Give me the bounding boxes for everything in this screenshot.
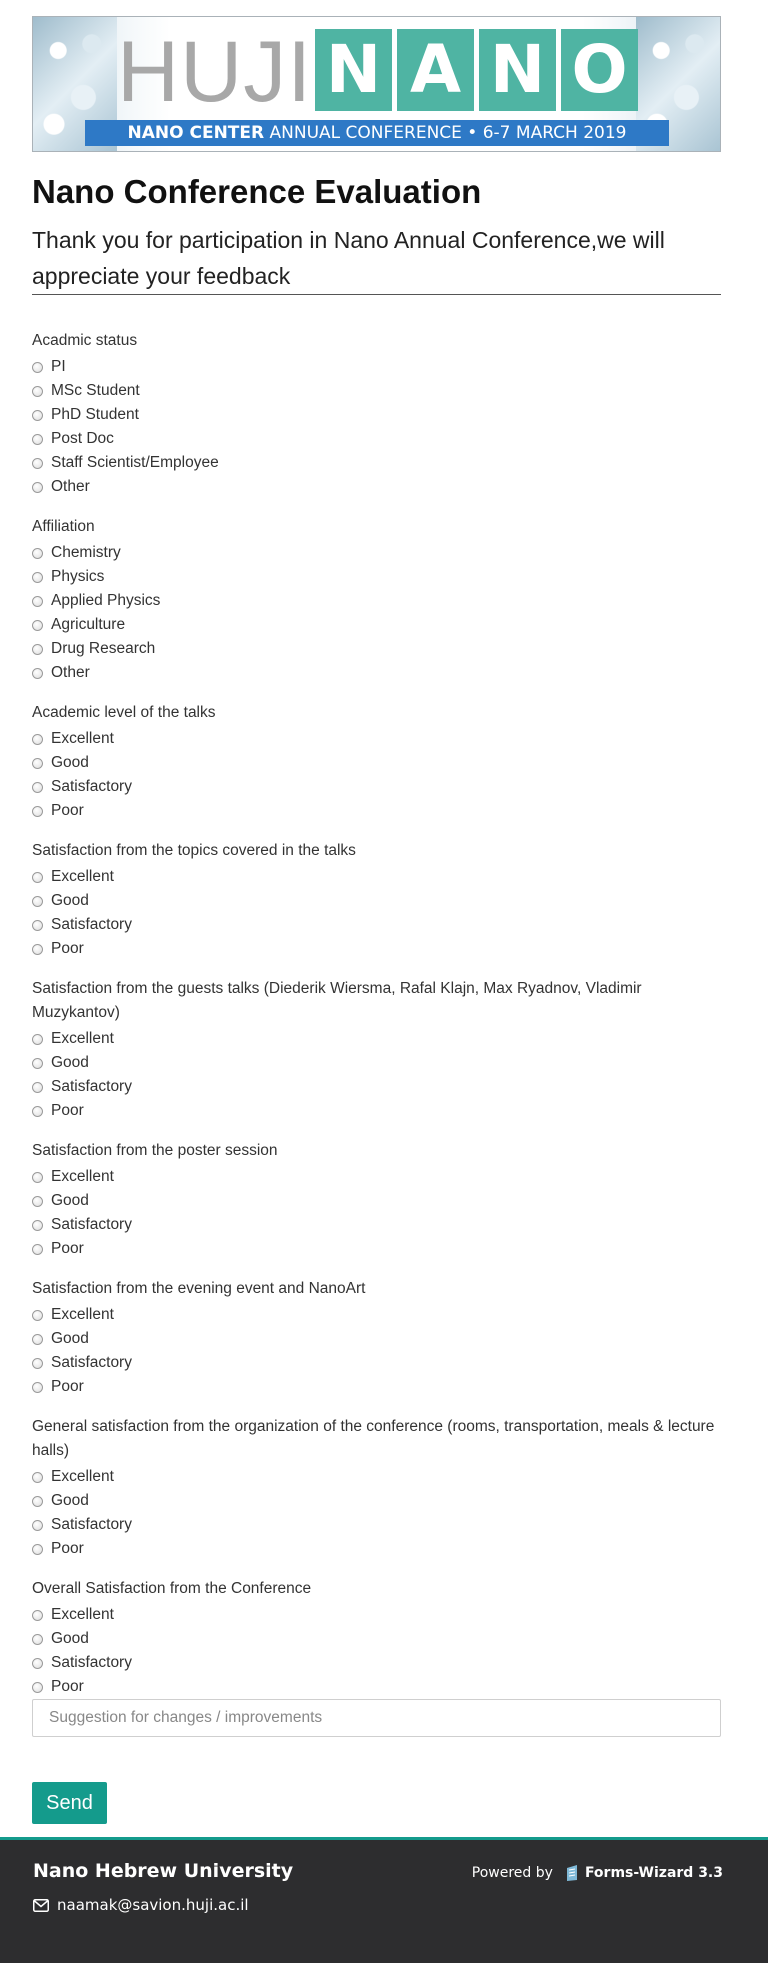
radio-option[interactable] <box>32 1027 721 1051</box>
question-label: Affiliation <box>32 518 95 535</box>
radio-option[interactable] <box>32 1051 721 1075</box>
question-label: Satisfaction from the poster session <box>32 1142 278 1159</box>
radio-option[interactable] <box>32 1351 721 1375</box>
page-subtitle: Thank you for participation in Nano Annual Conference,we will appreciate your feedback <box>32 227 665 289</box>
radio-button[interactable] <box>32 668 43 679</box>
question-label: Satisfaction from the guests talks (Diederik Wiersma, Rafal Klajn, Max Ryadnov, Vladimir Muzykantov) <box>32 980 642 1021</box>
radio-option-label: Satisfactory <box>51 1078 132 1095</box>
question-group <box>32 701 721 823</box>
radio-button[interactable] <box>32 1244 43 1255</box>
question-group <box>32 515 721 685</box>
radio-option[interactable] <box>32 451 721 475</box>
radio-option[interactable] <box>32 727 721 751</box>
radio-option-label: Chemistry <box>51 544 121 561</box>
radio-button[interactable] <box>32 1472 43 1483</box>
radio-option[interactable] <box>32 589 721 613</box>
radio-button[interactable] <box>32 1106 43 1117</box>
radio-option[interactable] <box>32 565 721 589</box>
radio-button[interactable] <box>32 758 43 769</box>
radio-option-label: Good <box>51 1192 89 1209</box>
radio-button[interactable] <box>32 1082 43 1093</box>
radio-button[interactable] <box>32 620 43 631</box>
radio-option[interactable] <box>32 1189 721 1213</box>
radio-button[interactable] <box>32 458 43 469</box>
radio-button[interactable] <box>32 410 43 421</box>
powered-by-label: Powered by <box>471 1865 553 1881</box>
banner-strip-rest: ANNUAL CONFERENCE • 6-7 MARCH 2019 <box>269 123 627 143</box>
radio-button[interactable] <box>32 434 43 445</box>
radio-option[interactable] <box>32 1165 721 1189</box>
radio-button[interactable] <box>32 872 43 883</box>
radio-button[interactable] <box>32 572 43 583</box>
banner-nano-tile: N <box>315 29 392 111</box>
radio-option-label: Post Doc <box>51 430 114 447</box>
radio-option-label: Excellent <box>51 1168 114 1185</box>
radio-option-label: Satisfactory <box>51 916 132 933</box>
radio-option-label: Excellent <box>51 1030 114 1047</box>
radio-option-label: Good <box>51 1492 89 1509</box>
radio-button[interactable] <box>32 734 43 745</box>
radio-button[interactable] <box>32 1520 43 1531</box>
radio-option-label: Satisfactory <box>51 778 132 795</box>
banner-nano-tile: A <box>397 29 474 111</box>
question-label: Acadmic status <box>32 332 138 349</box>
banner-strip-bold: NANO CENTER <box>127 123 265 143</box>
radio-option-label: Excellent <box>51 1606 114 1623</box>
page-title: Nano Conference Evaluation <box>32 173 482 210</box>
radio-option-label: Other <box>51 664 90 681</box>
radio-option-label: Poor <box>51 1540 84 1557</box>
banner-nano-tile: O <box>561 29 638 111</box>
radio-option-label: Excellent <box>51 868 114 885</box>
radio-button[interactable] <box>32 1382 43 1393</box>
radio-option[interactable] <box>32 1303 721 1327</box>
form-container <box>32 16 723 1814</box>
radio-button[interactable] <box>32 362 43 373</box>
radio-option[interactable] <box>32 913 721 937</box>
radio-option-label: Poor <box>51 1102 84 1119</box>
radio-button[interactable] <box>32 596 43 607</box>
question-group <box>32 1577 721 1699</box>
radio-button[interactable] <box>32 1058 43 1069</box>
radio-option[interactable] <box>32 661 721 685</box>
radio-button[interactable] <box>32 1358 43 1369</box>
radio-option[interactable] <box>32 1603 721 1627</box>
radio-button[interactable] <box>32 1496 43 1507</box>
radio-button[interactable] <box>32 1172 43 1183</box>
question-group <box>32 1415 721 1561</box>
radio-option-label: Good <box>51 1330 89 1347</box>
radio-option[interactable] <box>32 1375 721 1399</box>
conference-banner <box>32 16 721 152</box>
radio-option[interactable] <box>32 799 721 823</box>
envelope-icon <box>33 1899 49 1912</box>
radio-option-label: Excellent <box>51 1306 114 1323</box>
radio-option[interactable] <box>32 889 721 913</box>
question-label: Satisfaction from the evening event and NanoArt <box>32 1280 366 1297</box>
radio-option[interactable] <box>32 1675 721 1699</box>
radio-button[interactable] <box>32 482 43 493</box>
question-label: Overall Satisfaction from the Conference <box>32 1580 312 1597</box>
radio-option-label: Good <box>51 754 89 771</box>
radio-option[interactable] <box>32 1213 721 1237</box>
question-label: Satisfaction from the topics covered in the talks <box>32 842 356 859</box>
radio-option-label: Satisfactory <box>51 1216 132 1233</box>
radio-option-label: Good <box>51 892 89 909</box>
footer-org-name: Nano Hebrew University <box>33 1860 294 1882</box>
radio-option[interactable] <box>32 1465 721 1489</box>
send-button[interactable]: Send <box>32 1782 107 1824</box>
radio-option[interactable] <box>32 541 721 565</box>
radio-option-label: Satisfactory <box>51 1654 132 1671</box>
radio-option-label: Poor <box>51 802 84 819</box>
radio-option[interactable] <box>32 637 721 661</box>
radio-option[interactable] <box>32 403 721 427</box>
radio-option-label: Satisfactory <box>51 1516 132 1533</box>
radio-option[interactable] <box>32 937 721 961</box>
radio-button[interactable] <box>32 1220 43 1231</box>
radio-option[interactable] <box>32 1099 721 1123</box>
radio-button[interactable] <box>32 386 43 397</box>
question-group <box>32 1277 721 1399</box>
radio-option[interactable] <box>32 1651 721 1675</box>
radio-option-label: Applied Physics <box>51 592 161 609</box>
radio-option-label: Poor <box>51 1378 84 1395</box>
radio-button[interactable] <box>32 782 43 793</box>
radio-option-label: Good <box>51 1630 89 1647</box>
radio-option-label: PhD Student <box>51 406 139 423</box>
radio-button[interactable] <box>32 806 43 817</box>
radio-option-label: PI <box>51 358 66 375</box>
radio-option[interactable] <box>32 1075 721 1099</box>
radio-button[interactable] <box>32 1544 43 1555</box>
radio-option-label: Excellent <box>51 730 114 747</box>
radio-option[interactable] <box>32 355 721 379</box>
radio-option[interactable] <box>32 1327 721 1351</box>
radio-option-label: Physics <box>51 568 105 585</box>
powered-by-brand[interactable]: Forms-Wizard 3.3 <box>584 1865 723 1881</box>
footer <box>0 1837 768 1963</box>
radio-option-label: Satisfactory <box>51 1354 132 1371</box>
radio-button[interactable] <box>32 944 43 955</box>
radio-option-label: Poor <box>51 1240 84 1257</box>
radio-button[interactable] <box>32 1682 43 1693</box>
footer-email: naamak@savion.huji.ac.il <box>57 1896 249 1914</box>
radio-option[interactable] <box>32 1237 721 1261</box>
radio-button[interactable] <box>32 1634 43 1645</box>
radio-option[interactable] <box>32 865 721 889</box>
radio-option-label: MSc Student <box>51 382 140 399</box>
radio-button[interactable] <box>32 548 43 559</box>
radio-option[interactable] <box>32 775 721 799</box>
suggestion-input[interactable] <box>32 1699 721 1737</box>
radio-option-label: Agriculture <box>51 616 126 633</box>
radio-option[interactable] <box>32 475 721 499</box>
radio-option[interactable] <box>32 613 721 637</box>
radio-option-label: Staff Scientist/Employee <box>51 454 219 471</box>
radio-option-label: Drug Research <box>51 640 156 657</box>
banner-nano-tile: N <box>479 29 556 111</box>
radio-option[interactable] <box>32 1489 721 1513</box>
radio-button[interactable] <box>32 1034 43 1045</box>
question-label: Academic level of the talks <box>32 704 216 721</box>
footer-powered-by <box>472 1864 723 1882</box>
radio-option[interactable] <box>32 427 721 451</box>
radio-button[interactable] <box>32 644 43 655</box>
radio-option[interactable] <box>32 1627 721 1651</box>
question-group <box>32 977 721 1123</box>
radio-button[interactable] <box>32 1196 43 1207</box>
radio-option[interactable] <box>32 751 721 775</box>
radio-option[interactable] <box>32 1537 721 1561</box>
radio-button[interactable] <box>32 1610 43 1621</box>
forms-wizard-logo-icon <box>565 1864 579 1882</box>
radio-option[interactable] <box>32 379 721 403</box>
question-group <box>32 329 721 499</box>
banner-huji-text: HUJI <box>117 24 313 120</box>
title-divider <box>32 294 721 295</box>
footer-email-link[interactable] <box>33 1896 249 1914</box>
radio-button[interactable] <box>32 896 43 907</box>
radio-button[interactable] <box>32 1334 43 1345</box>
radio-option-label: Excellent <box>51 1468 114 1485</box>
radio-option-label: Other <box>51 478 90 495</box>
banner-nano-tiles <box>315 29 638 111</box>
banner-strip <box>85 120 669 146</box>
radio-button[interactable] <box>32 920 43 931</box>
question-group <box>32 1139 721 1261</box>
radio-option[interactable] <box>32 1513 721 1537</box>
question-group <box>32 839 721 961</box>
radio-button[interactable] <box>32 1310 43 1321</box>
question-label: General satisfaction from the organization of the conference (rooms, transportation, meals & lecture halls) <box>32 1418 715 1459</box>
radio-option-label: Good <box>51 1054 89 1071</box>
radio-option-label: Poor <box>51 940 84 957</box>
radio-option-label: Poor <box>51 1678 84 1695</box>
radio-button[interactable] <box>32 1658 43 1669</box>
